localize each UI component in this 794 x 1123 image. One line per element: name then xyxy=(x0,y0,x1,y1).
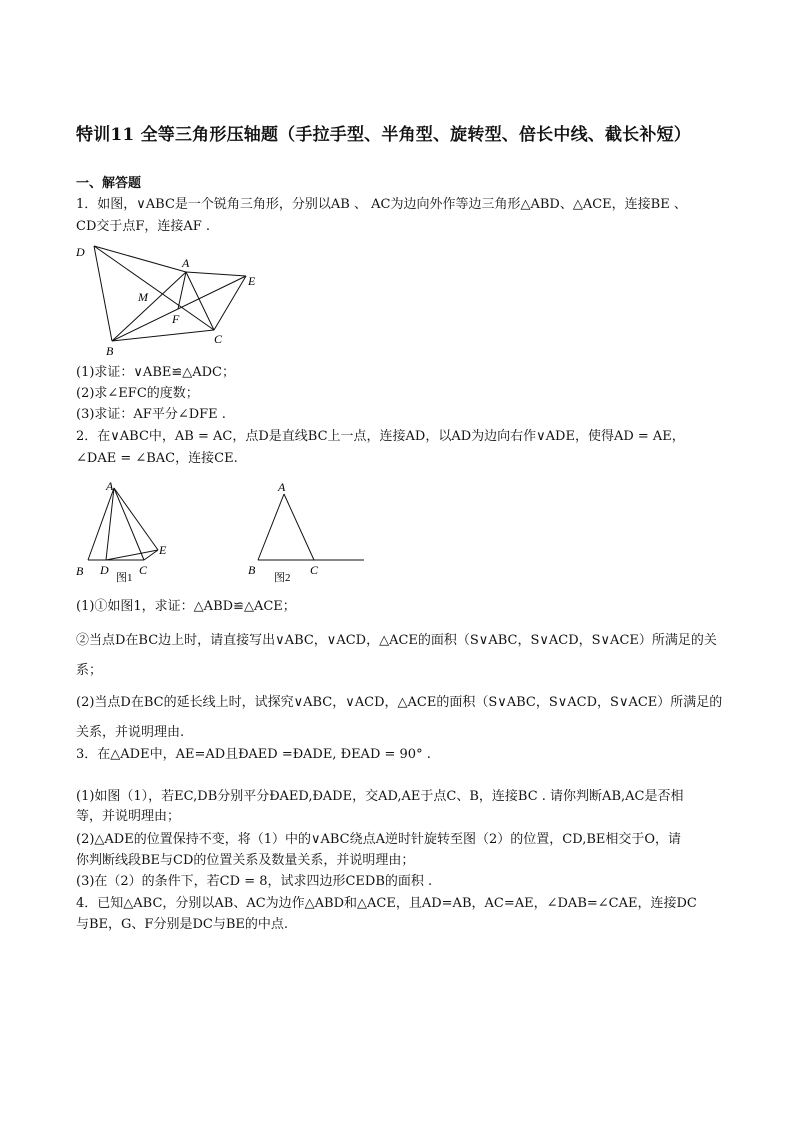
text-line-8: (1)①如图1，求证：△ABD≌△ACE； xyxy=(76,599,296,614)
text-line-15: 等，并说明理由； xyxy=(76,809,181,824)
text-line-10: 系； xyxy=(76,663,103,678)
figure-1-diagram xyxy=(72,240,272,360)
text-line-16: (2)△ADE的位置保持不变，将（1）中的∨ABC绕点A逆时针旋转至图（2）的位置，CD,BE相交于O，请 xyxy=(76,832,682,847)
fig2-label-e: E xyxy=(159,543,167,557)
figure-2-diagram xyxy=(72,478,182,586)
text-line-13: 3．在△ADE中，AE=AD且ÐAED =ÐADE, ÐEAD = 90° . xyxy=(76,747,431,762)
text-line-18: (3)在（2）的条件下，若CD = 8，试求四边形CEDB的面积 . xyxy=(76,874,433,889)
fig1-label-e: E xyxy=(248,274,256,288)
text-line-9: ②当点D在BC边上时，请直接写出∨ABC，∨ACD，△ACE的面积（S∨ABC，S∨ACD，S∨ACE）所满足的关 xyxy=(76,633,717,648)
fig3-label-b: B xyxy=(248,563,256,577)
section-heading: 一、解答题 xyxy=(76,176,142,191)
text-line-5: (3)求证：AF平分∠DFE . xyxy=(76,407,226,422)
fig2-caption: 图1 xyxy=(116,572,133,584)
fig3-caption: 图2 xyxy=(274,572,291,584)
fig1-label-m: M xyxy=(138,290,148,304)
figure-3-diagram xyxy=(244,478,374,586)
fig1-label-f: F xyxy=(172,312,180,326)
fig3-label-a: A xyxy=(278,480,286,494)
text-line-14: (1)如图（1），若EC,DB分别平分ÐAED,ÐADE，交AD,AE于点C、B，连接BC . 请你判断AB,AC是否相 xyxy=(76,789,684,804)
fig1-label-b: B xyxy=(106,344,114,358)
text-line-7: ∠DAE = ∠BAC，连接CE. xyxy=(76,451,238,466)
text-line-2: CD交于点F，连接AF . xyxy=(76,219,211,234)
fig2-label-b: B xyxy=(76,564,84,578)
text-line-12: 关系，并说明理由. xyxy=(76,725,185,740)
fig2-label-d: D xyxy=(100,563,109,577)
fig2-label-a: A xyxy=(106,479,114,493)
text-line-19: 4．已知△ABC，分别以AB、AC为边作△ABD和△ACE，且AD=AB，AC=AE，∠DAB=∠CAE，连接DC xyxy=(76,896,697,911)
text-line-4: (2)求∠EFC的度数； xyxy=(76,386,199,401)
text-line-20: 与BE，G、F分别是DC与BE的中点. xyxy=(76,917,288,932)
fig1-label-a: A xyxy=(182,256,190,270)
fig1-label-d: D xyxy=(76,245,85,259)
text-line-6: 2．在∨ABC中，AB = AC，点D是直线BC上一点，连接AD，以AD为边向右作∨ADE，使得AD = AE， xyxy=(76,429,685,444)
text-line-11: (2)当点D在BC的延长线上时，试探究∨ABC，∨ACD，△ACE的面积（S∨ABC，S∨ACD，S∨ACE）所满足的 xyxy=(76,695,723,710)
text-line-3: (1)求证：∨ABE≌△ADC； xyxy=(76,365,236,380)
text-line-1: 1．如图，∨ABC是一个锐角三角形，分别以AB 、 AC为边向外作等边三角形△ABD、△ACE，连接BE 、 xyxy=(76,197,687,212)
fig1-label-c: C xyxy=(214,332,223,346)
fig3-label-c: C xyxy=(310,563,319,577)
fig2-label-c: C xyxy=(139,563,148,577)
text-line-17: 你判断线段BE与CD的位置关系及数量关系，并说明理由； xyxy=(76,853,415,868)
page-title: 特训11 全等三角形压轴题（手拉手型、半角型、旋转型、倍长中线、截长补短） xyxy=(76,125,691,145)
